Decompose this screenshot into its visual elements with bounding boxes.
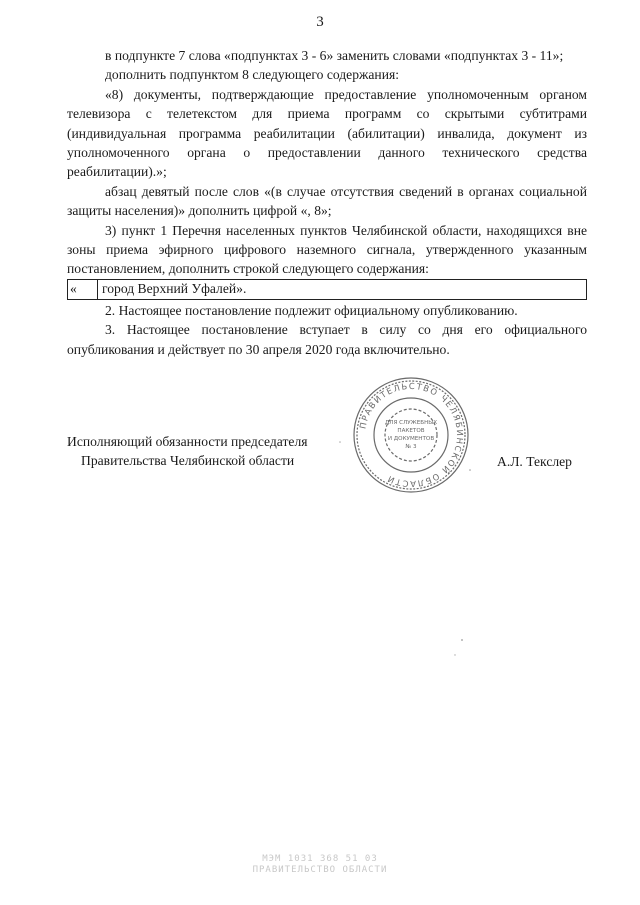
signatory-name: А.Л. Текслер <box>497 454 572 469</box>
paragraph-4: абзац девятый после слов «(в случае отсутствия сведений в органах социальной защиты населения)» дополнить цифрой «, 8»; <box>67 183 587 219</box>
svg-text:И ДОКУМЕНТОВ: И ДОКУМЕНТОВ <box>387 436 435 442</box>
footer-stamp-line-2: ПРАВИТЕЛЬСТВО ОБЛАСТИ <box>252 865 388 875</box>
seal-outer-ring <box>354 378 468 492</box>
paragraph-3: «8) документы, подтверждающие предоставление уполномоченным органом телевизора с телетекстом для приема программ со скрытыми субтитрами (индивидуальная программа реабилитации (абилитации) инвалида, документ из уполномоченного органа о предоставлении данного технического средства реабилитации).»; <box>67 86 587 180</box>
footer-stamp-line-1: МЭМ 1031 368 51 03 <box>262 854 378 864</box>
paragraph-2: дополнить подпунктом 8 следующего содержания: <box>105 67 400 83</box>
seal-inner-text <box>385 420 437 450</box>
settlement-table-row <box>67 279 587 300</box>
svg-text:№ 3: № 3 <box>405 444 417 450</box>
svg-text:ДЛЯ СЛУЖЕБНЫХ: ДЛЯ СЛУЖЕБНЫХ <box>384 420 438 426</box>
paragraph-5: 3) пункт 1 Перечня населенных пунктов Челябинской области, находящихся вне зоны приема эфирного цифрового наземного сигнала, утвержденного указанным постановлением, дополнить строкой следующего содержания: <box>67 222 587 277</box>
signatory-title <box>67 432 308 471</box>
seal-center-ring <box>385 409 437 461</box>
signatory-title-line-1: Исполняющий обязанности председателя <box>67 434 308 449</box>
paragraph-6: 2. Настоящее постановление подлежит официальному опубликованию. <box>105 302 518 318</box>
footer-registration-stamp <box>0 854 640 876</box>
official-seal-icon <box>351 375 471 495</box>
signatory-title-line-2: Правительства Челябинской области <box>81 453 295 469</box>
paragraph-7: 3. Настоящее постановление вступает в силу со дня его официального опубликования и действует по 30 апреля 2020 года включительно. <box>67 322 587 357</box>
table-cell-quote: « <box>68 280 98 299</box>
seal-ring-text: ПРАВИТЕЛЬСТВО ЧЕЛЯБИНСКОЙ ОБЛАСТИ <box>357 380 466 490</box>
document-body <box>67 46 587 359</box>
paragraph-1: в подпункте 7 слова «подпунктах 3 - 6» заменить словами «подпунктах 3 - 11»; <box>105 48 564 63</box>
page-number: 3 <box>316 14 324 30</box>
svg-text:ПАКЕТОВ: ПАКЕТОВ <box>397 428 425 434</box>
table-cell-settlement: город Верхний Уфалей». <box>102 280 247 296</box>
